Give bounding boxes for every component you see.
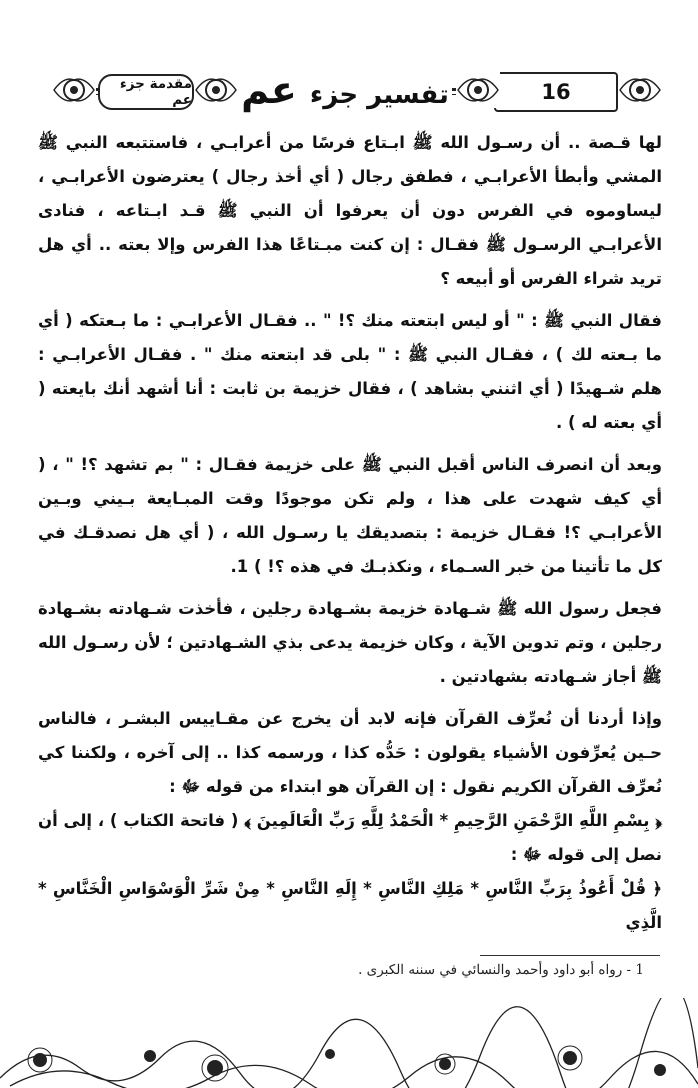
page-number-box <box>494 72 618 112</box>
footnote: 1 - رواه أبو داود وأحمد والنسائي في سننه الكبرى . <box>358 962 644 978</box>
body-text <box>38 126 662 940</box>
page-header <box>52 64 662 116</box>
ornament-icon <box>618 72 662 108</box>
paragraph: فجعل رسول الله ﷺ شـهادة خزيمة بشـهادة رجلين ، فأخذت شـهادته بشـهادة رجلين ، وتم تدوين الآية ، وكان خزيمة يدعى بذي الشـهادتين ؛ لأن رسـول الله ﷺ أجاز شـهادته بشهادتين . <box>38 599 662 686</box>
paragraph: لها قـصة .. أن رسـول الله ﷺ ابـتاع فرسًا من أعرابـي ، فاستتبعه النبي ﷺ المشي وأبطأ الأعرابـي ، فطفق رجال ( أي أخذ رجال ) يعترضون الأعرابـي ، ليساوموه في الفرس دون أن يعرفوا أن النبي ﷺ قـد ابـتاعه ، فنادى الأعرابـي الرسـول ﷺ فقـال : إن كنت مبـتاعًا هذا الفرس وإلا بعته .. أي هل تريد شراء الفرس أو أبيعه ؟ <box>38 133 662 288</box>
floral-border-icon <box>0 998 698 1088</box>
book-title-prefix: تفسير جزء <box>309 80 449 110</box>
quran-verse: ﴿ بِسْمِ اللَّهِ الرَّحْمَنِ الرَّحِيمِ * الْحَمْدُ لِلَّهِ رَبِّ الْعَالَمِينَ ﴾ ( فاتحة الكتاب ) ، إلى أن نصل إلى قوله ﷻ : <box>38 811 662 864</box>
paragraph: فقال النبي ﷺ : " أو ليس ابتعته منك ؟! " .. فقـال الأعرابـي : ما بـعتكه ( أي ما بـعته لك ) ، فقـال النبي ﷺ : " بلى قد ابتعته منك " . فقـال الأعرابـي : هلم شـهيدًا ( أي اثنني بشاهد ) ، فقال خزيمة بن ثابت : أنا أشهد أنك بايعته ( أي بعته له ) . <box>38 311 662 432</box>
paragraph: وبعد أن انصرف الناس أقبل النبي ﷺ على خزيمة فقـال : " بم تشهد ؟! " ، ( أي كيف شهدت على هذا ، ولم تكن موجودًا وقت المبـايعة بـيني وبـين الأعرابـي ؟! فقـال خزيمة : بتصديقك يا رسـول الله ، ( أي هل نصدقـك في كل ما تأتينا من خبر السـماء ، ونكذبـك في هذه ؟! ) 1. <box>38 455 662 576</box>
paragraph: وإذا أردنا أن نُعرِّف القرآن فإنه لابد أن يخرج عن مقـاييس البشـر ، فالناس حـين يُعرِّفون الأشياء يقولون : حَدُّه كذا ، ورسمه كذا .. إلى آخره ، ولكننا كي نُعرِّف القرآن الكريم نقول : إن القرآن هو ابتداء من قوله ﷻ : <box>38 709 662 796</box>
footnote-rule <box>480 955 660 956</box>
ornament-icon <box>194 72 238 108</box>
page-number: 16 <box>541 80 571 104</box>
section-title: مقدمة جزء عم <box>119 76 192 108</box>
ornament-icon <box>52 72 96 108</box>
section-title-box <box>98 74 194 110</box>
book-title <box>238 68 452 112</box>
ornament-icon <box>456 72 500 108</box>
book-title-word: عم <box>241 68 297 112</box>
quran-verse: ﴿ قُلْ أَعُوذُ بِرَبِّ النَّاسِ * مَلِكِ النَّاسِ * إِلَهِ النَّاسِ * مِنْ شَرِّ الْوَسْوَاسِ الْخَنَّاسِ * الَّذِي <box>38 879 662 932</box>
